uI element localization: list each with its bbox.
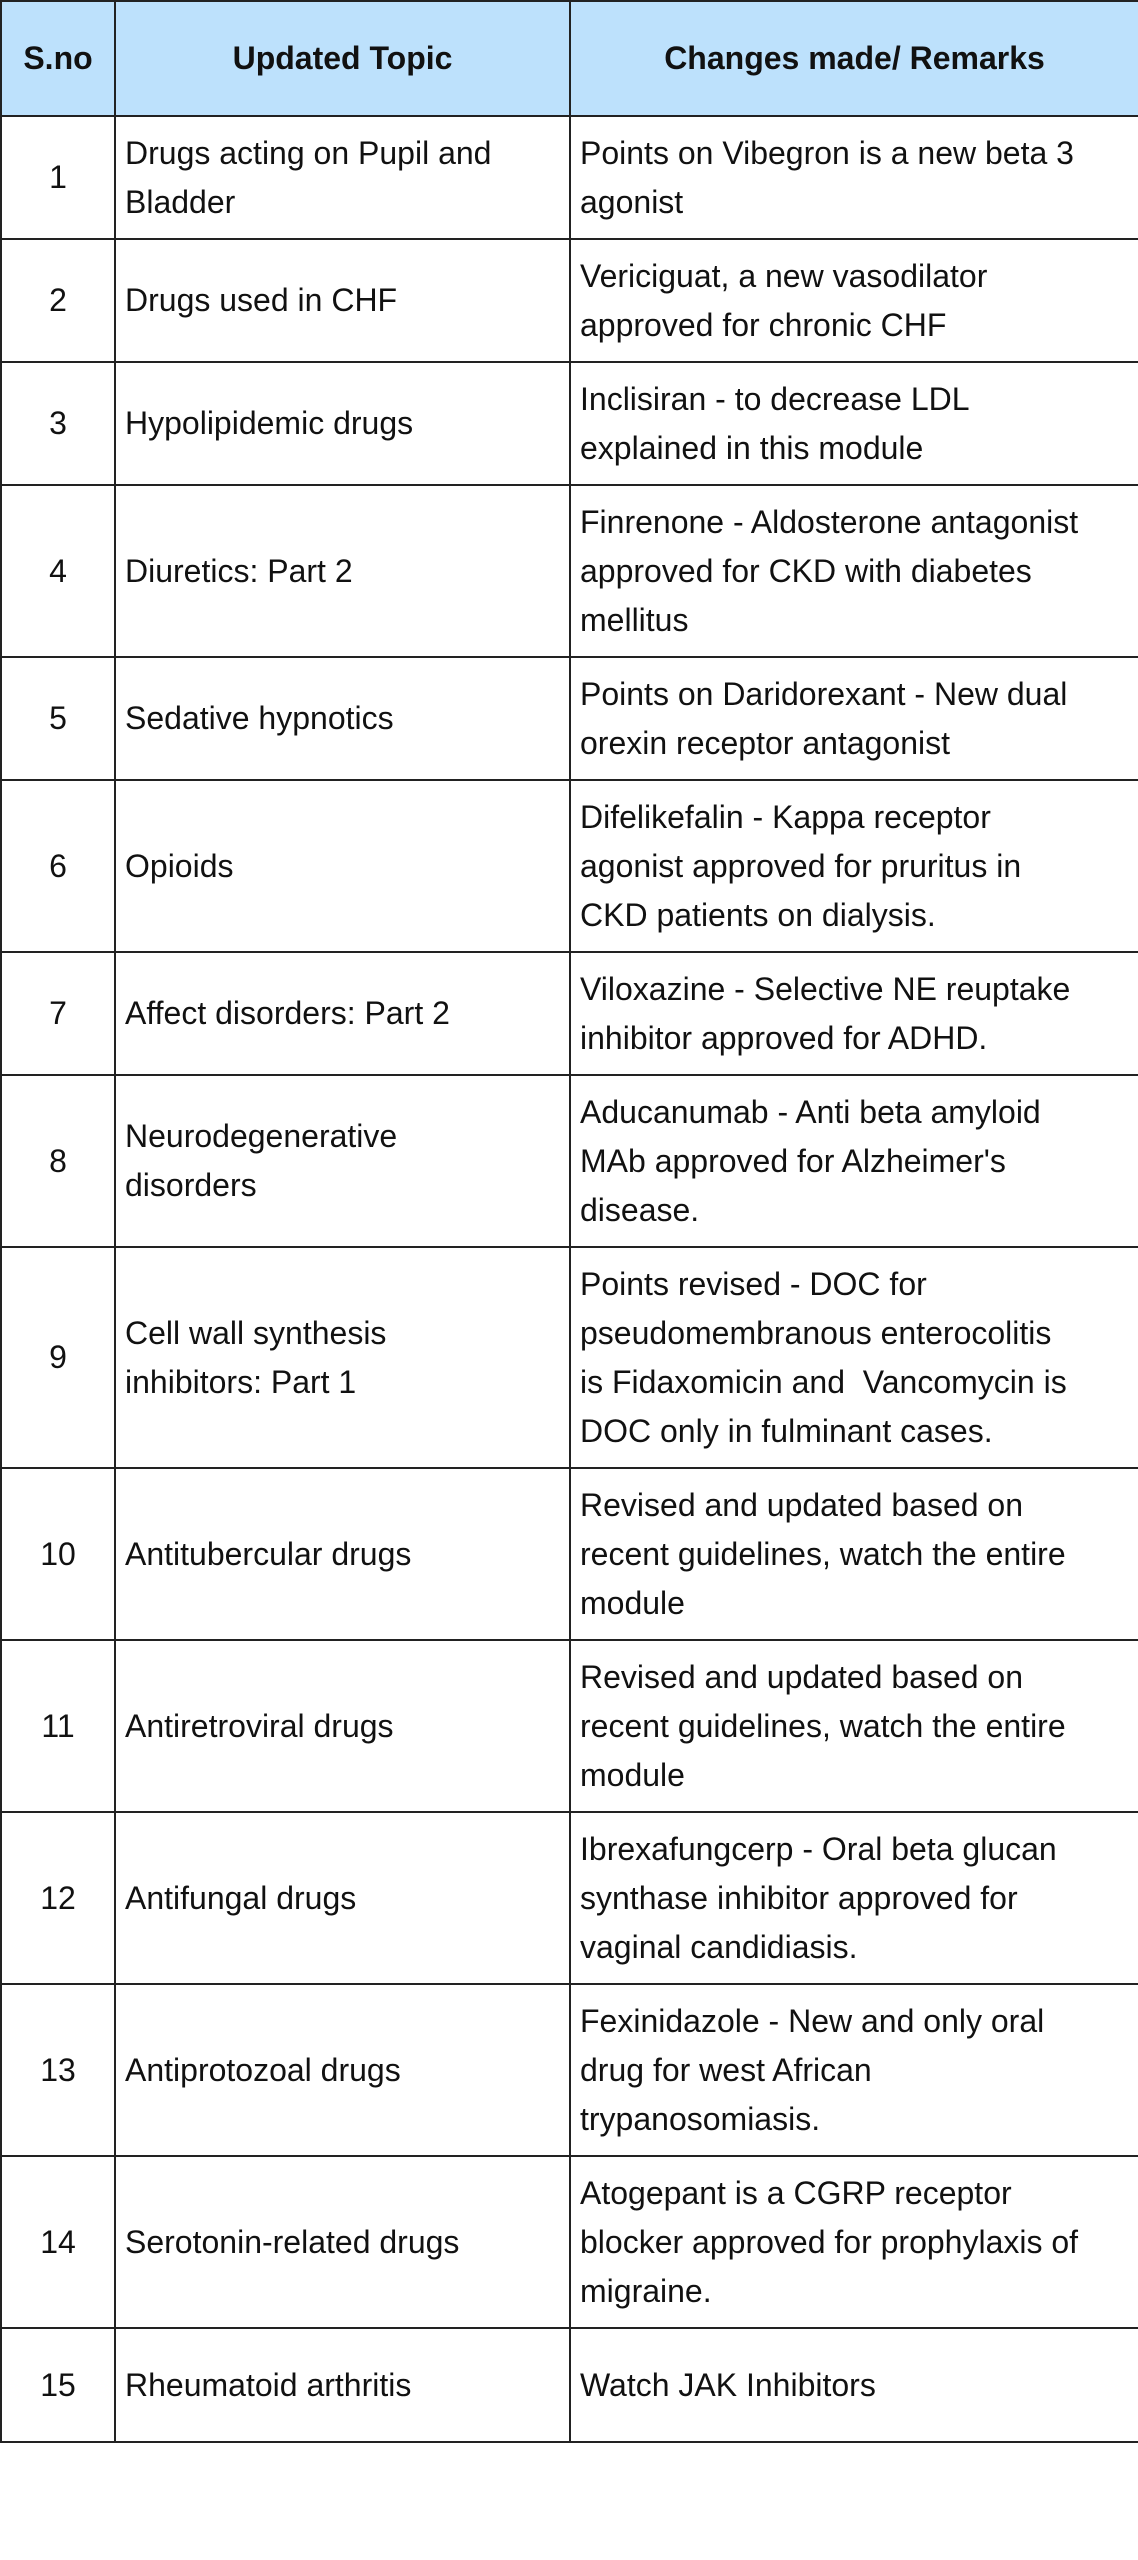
table-row bbox=[1, 1247, 1138, 1468]
topic-cell bbox=[115, 1812, 570, 1984]
remarks-line: Viloxazine - Selective NE reuptake bbox=[580, 970, 1071, 1007]
remarks-line: drug for west African bbox=[580, 2051, 872, 2088]
remarks-line: synthase inhibitor approved for bbox=[580, 1879, 1018, 1916]
topic-cell bbox=[115, 657, 570, 780]
sno-cell: 8 bbox=[1, 1075, 115, 1247]
table-row bbox=[1, 1640, 1138, 1812]
remarks-cell bbox=[570, 2156, 1138, 2328]
sno-cell: 9 bbox=[1, 1247, 115, 1468]
remarks-cell bbox=[570, 952, 1138, 1075]
sno-cell: 5 bbox=[1, 657, 115, 780]
topic-cell bbox=[115, 1984, 570, 2156]
topic-cell bbox=[115, 362, 570, 485]
topic-line: disorders bbox=[125, 1167, 257, 1203]
topic-line: Serotonin-related drugs bbox=[125, 2223, 460, 2260]
header-sno: S.no bbox=[1, 1, 115, 116]
topic-cell bbox=[115, 239, 570, 362]
remarks-line: recent guidelines, watch the entire bbox=[580, 1535, 1066, 1572]
topic-cell bbox=[115, 2328, 570, 2442]
remarks-cell bbox=[570, 780, 1138, 952]
topic-line: Affect disorders: Part 2 bbox=[125, 995, 450, 1031]
remarks-line: Inclisiran - to decrease LDL bbox=[580, 380, 970, 417]
topic-line: Antiretroviral drugs bbox=[125, 1707, 394, 1744]
remarks-line: disease. bbox=[580, 1191, 700, 1228]
topic-line: Neurodegenerative bbox=[125, 1118, 398, 1154]
topic-line: Antitubercular drugs bbox=[125, 1535, 412, 1572]
table-row bbox=[1, 1468, 1138, 1640]
remarks-line: CKD patients on dialysis. bbox=[580, 896, 936, 933]
header-row bbox=[1, 1, 1138, 116]
remarks-cell bbox=[570, 1468, 1138, 1640]
remarks-line: module bbox=[580, 1584, 685, 1621]
topic-cell bbox=[115, 1640, 570, 1812]
remarks-line: agonist bbox=[580, 183, 684, 220]
topic-cell bbox=[115, 952, 570, 1075]
remarks-cell bbox=[570, 2328, 1138, 2442]
topic-line: Drugs used in CHF bbox=[125, 282, 398, 318]
remarks-line: Atogepant is a CGRP receptor bbox=[580, 2174, 1012, 2211]
remarks-line: Ibrexafungcerp - Oral beta glucan bbox=[580, 1830, 1057, 1867]
topic-line: Antifungal drugs bbox=[125, 1879, 357, 1916]
topic-cell bbox=[115, 2156, 570, 2328]
remarks-line: is Fidaxomicin and Vancomycin is bbox=[580, 1363, 1067, 1400]
remarks-cell bbox=[570, 1075, 1138, 1247]
sno-cell: 13 bbox=[1, 1984, 115, 2156]
remarks-line: mellitus bbox=[580, 601, 689, 638]
sno-cell: 7 bbox=[1, 952, 115, 1075]
topic-cell bbox=[115, 1075, 570, 1247]
sno-cell: 1 bbox=[1, 116, 115, 239]
table-row bbox=[1, 239, 1138, 362]
remarks-line: orexin receptor antagonist bbox=[580, 724, 950, 761]
table-row bbox=[1, 2328, 1138, 2442]
sno-cell: 3 bbox=[1, 362, 115, 485]
topic-line: Rheumatoid arthritis bbox=[125, 2366, 412, 2403]
remarks-line: blocker approved for prophylaxis of bbox=[580, 2223, 1079, 2260]
topic-line: Diuretics: Part 2 bbox=[125, 552, 353, 589]
table-row bbox=[1, 2156, 1138, 2328]
topic-line: Hypolipidemic drugs bbox=[125, 405, 414, 441]
remarks-cell bbox=[570, 1640, 1138, 1812]
remarks-line: migraine. bbox=[580, 2272, 712, 2309]
remarks-line: Revised and updated based on bbox=[580, 1486, 1024, 1523]
remarks-line: Points on Daridorexant - New dual bbox=[580, 675, 1068, 712]
header-remarks: Changes made/ Remarks bbox=[570, 1, 1138, 116]
topic-cell bbox=[115, 116, 570, 239]
topic-line: Sedative hypnotics bbox=[125, 700, 394, 736]
remarks-line: Vericiguat, a new vasodilator bbox=[580, 257, 988, 294]
sno-cell: 4 bbox=[1, 485, 115, 657]
remarks-line: vaginal candidiasis. bbox=[580, 1928, 858, 1965]
remarks-line: explained in this module bbox=[580, 429, 924, 466]
remarks-line: approved for chronic CHF bbox=[580, 306, 947, 343]
sno-cell: 2 bbox=[1, 239, 115, 362]
remarks-line: approved for CKD with diabetes bbox=[580, 552, 1032, 589]
remarks-line: Points on Vibegron is a new beta 3 bbox=[580, 134, 1074, 171]
remarks-line: Finrenone - Aldosterone antagonist bbox=[580, 503, 1079, 540]
remarks-line: MAb approved for Alzheimer's bbox=[580, 1142, 1006, 1179]
sno-cell: 14 bbox=[1, 2156, 115, 2328]
remarks-cell bbox=[570, 1812, 1138, 1984]
table-row bbox=[1, 116, 1138, 239]
remarks-cell bbox=[570, 485, 1138, 657]
table-row bbox=[1, 657, 1138, 780]
remarks-line: Watch JAK Inhibitors bbox=[580, 2366, 876, 2403]
sno-cell: 15 bbox=[1, 2328, 115, 2442]
sno-cell: 11 bbox=[1, 1640, 115, 1812]
topic-cell bbox=[115, 1468, 570, 1640]
remarks-line: Aducanumab - Anti beta amyloid bbox=[580, 1093, 1041, 1130]
remarks-line: Points revised - DOC for bbox=[580, 1265, 927, 1302]
remarks-line: module bbox=[580, 1756, 685, 1793]
table-row bbox=[1, 362, 1138, 485]
topic-cell bbox=[115, 485, 570, 657]
topic-line: Opioids bbox=[125, 847, 234, 884]
table-row bbox=[1, 780, 1138, 952]
remarks-line: Revised and updated based on bbox=[580, 1658, 1024, 1695]
remarks-cell bbox=[570, 239, 1138, 362]
sno-cell: 6 bbox=[1, 780, 115, 952]
table-row bbox=[1, 1984, 1138, 2156]
remarks-line: DOC only in fulminant cases. bbox=[580, 1412, 993, 1449]
remarks-cell bbox=[570, 657, 1138, 780]
remarks-line: pseudomembranous enterocolitis bbox=[580, 1314, 1052, 1351]
remarks-cell bbox=[570, 1984, 1138, 2156]
sno-cell: 12 bbox=[1, 1812, 115, 1984]
remarks-line: agonist approved for pruritus in bbox=[580, 847, 1022, 884]
remarks-line: trypanosomiasis. bbox=[580, 2100, 821, 2137]
topic-cell bbox=[115, 780, 570, 952]
table-row bbox=[1, 952, 1138, 1075]
remarks-line: inhibitor approved for ADHD. bbox=[580, 1019, 988, 1056]
topic-line: Cell wall synthesis bbox=[125, 1314, 387, 1351]
topic-cell bbox=[115, 1247, 570, 1468]
topic-line: Bladder bbox=[125, 183, 236, 220]
table-row bbox=[1, 1075, 1138, 1247]
topic-line: Antiprotozoal drugs bbox=[125, 2051, 401, 2088]
topic-line: Drugs acting on Pupil and bbox=[125, 134, 492, 171]
remarks-cell bbox=[570, 362, 1138, 485]
remarks-line: Difelikefalin - Kappa receptor bbox=[580, 798, 991, 835]
table-row bbox=[1, 1812, 1138, 1984]
sno-cell: 10 bbox=[1, 1468, 115, 1640]
topic-line: inhibitors: Part 1 bbox=[125, 1363, 357, 1400]
remarks-line: recent guidelines, watch the entire bbox=[580, 1707, 1066, 1744]
table-row bbox=[1, 485, 1138, 657]
remarks-cell bbox=[570, 1247, 1138, 1468]
remarks-cell bbox=[570, 116, 1138, 239]
header-updated-topic: Updated Topic bbox=[115, 1, 570, 116]
remarks-line: Fexinidazole - New and only oral bbox=[580, 2002, 1045, 2039]
